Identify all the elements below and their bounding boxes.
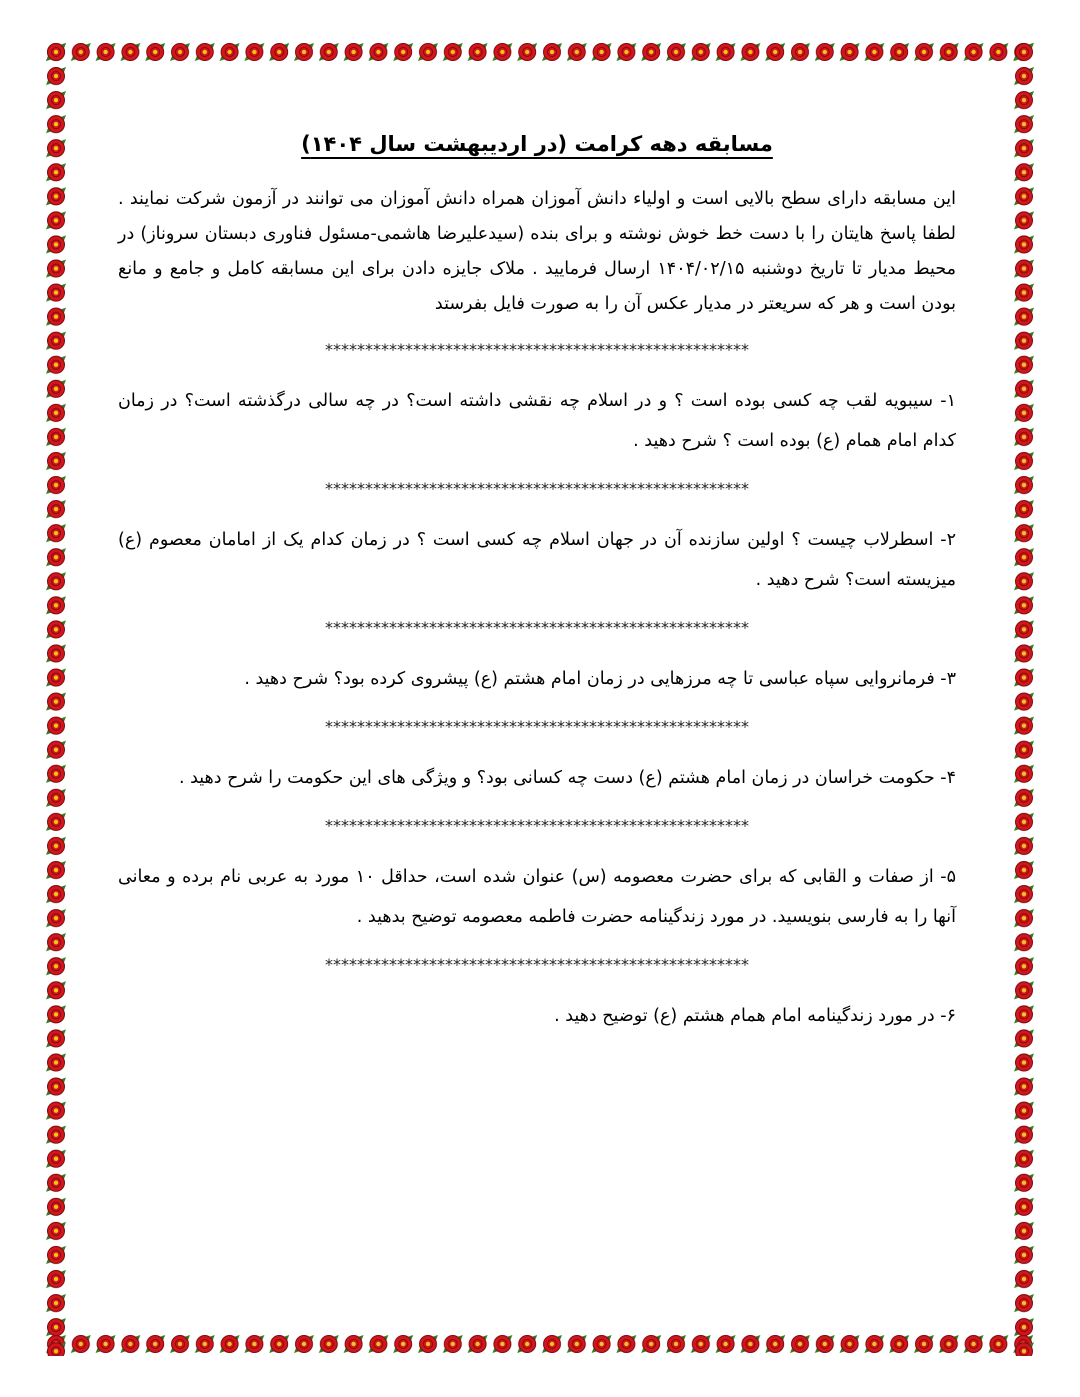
red-flower-icon-row-top	[44, 40, 1036, 64]
document-title-text: مسابقه دهه کرامت (در اردیبهشت سال ۱۴۰۴)	[301, 132, 773, 156]
question-6: ۶- در مورد زندگینامه امام همام هشتم (ع) توضیح دهید .	[554, 1006, 956, 1026]
question-5: ۵- از صفات و القابی که برای حضرت معصومه (س) عنوان شده است، حداقل ۱۰ مورد به عربی نام برده و معانی آنها را به فارسی بنویسید. در مورد زندگینامه حضرت فاطمه معصومه توضیح بدهید .	[118, 867, 956, 927]
separator: *****************************************************	[325, 955, 749, 974]
separator: *****************************************************	[325, 717, 749, 736]
red-flower-icon-column-right	[1012, 40, 1036, 1356]
document-body	[118, 120, 956, 1036]
intro-paragraph: این مسابقه دارای سطح بالایی است و اولیاء دانش آموزان همراه دانش آموزان می توانند در آزمون شرکت نمایند . لطفا پاسخ هایتان را با دست خط خوش نوشته و برای بنده (سیدعلیرضا هاشمی-مسئول فناوری دبستان سروناز) در محیط مدیار تا تاریخ دوشنبه ۱۴۰۴/۰۲/۱۵ ارسال فرمایید . ملاک جایزه دادن برای این مسابقه کامل و جامع و مانع بودن است و هر که سریعتر در مدیار عکس آن را به صورت فایل بفرستد	[118, 189, 956, 314]
flower-border-bottom	[44, 1332, 1036, 1356]
separator: *****************************************************	[325, 479, 749, 498]
separator: *****************************************************	[325, 340, 749, 359]
flower-border-right	[1012, 40, 1036, 1356]
question-4: ۴- حکومت خراسان در زمان امام هشتم (ع) دست چه کسانی بود؟ و ویژگی های این حکومت را شرح دهید .	[178, 768, 956, 788]
document-title	[118, 132, 956, 156]
red-flower-icon-column-left	[44, 40, 68, 1356]
question-1: ۱- سیبویه لقب چه کسی بوده است ؟ و در اسلام چه نقشی داشته است؟ در چه سالی درگذشته است؟ در زمان کدام امام همام (ع) بوده است ؟ شرح دهید .	[118, 391, 956, 451]
red-flower-icon-row-bottom	[44, 1332, 1036, 1356]
separator: *****************************************************	[325, 618, 749, 637]
separator: *****************************************************	[325, 816, 749, 835]
question-3: ۳- فرمانروایی سپاه عباسی تا چه مرزهایی در زمان امام هشتم (ع) پیشروی کرده بود؟ شرح دهید .	[244, 669, 956, 689]
question-2: ۲- اسطرلاب چیست ؟ اولین سازنده آن در جهان اسلام چه کسی است ؟ در زمان کدام یک از امامان معصوم (ع) میزیسته است؟ شرح دهید .	[118, 530, 956, 590]
flower-border-left	[44, 40, 68, 1356]
flower-border-top	[44, 40, 1036, 64]
